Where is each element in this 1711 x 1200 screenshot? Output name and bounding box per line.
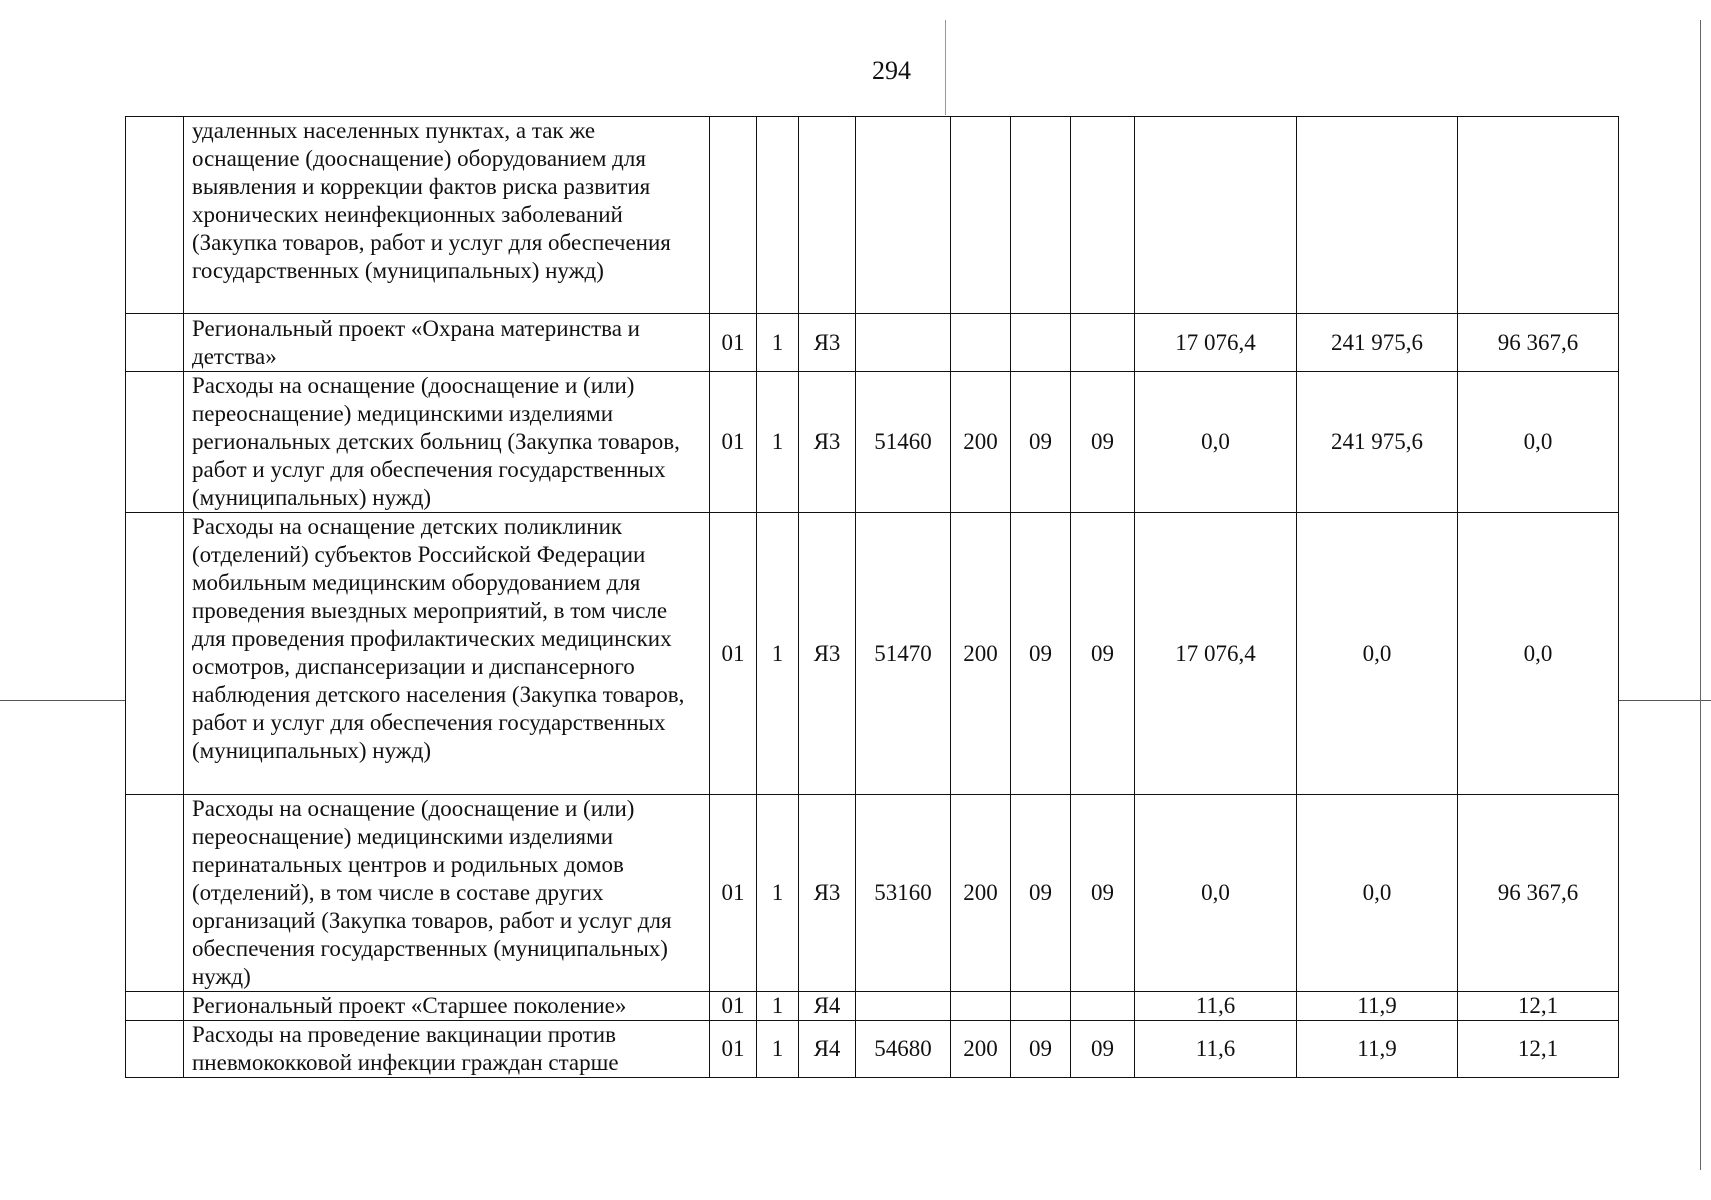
cell-c5: 200: [951, 795, 1011, 992]
cell-c4: 53160: [856, 795, 951, 992]
cell-y1: 11,6: [1135, 992, 1297, 1021]
cell-c2: 1: [757, 795, 799, 992]
cell-c2: 1: [757, 372, 799, 513]
cell-c3: Я3: [799, 513, 856, 795]
row-index-cell: [126, 117, 184, 314]
cell-c3: Я3: [799, 795, 856, 992]
cell-y2: 11,9: [1297, 1021, 1458, 1078]
cell-c4: [856, 314, 951, 372]
table-row: [126, 1021, 1619, 1078]
cell-y2: 0,0: [1297, 795, 1458, 992]
cell-c7: [1071, 992, 1135, 1021]
cell-c7: 09: [1071, 513, 1135, 795]
row-description: Расходы на проведение вакцинации против пневмококковой инфекции граждан старше: [184, 1021, 710, 1078]
cell-y1: 17 076,4: [1135, 513, 1297, 795]
row-description: Расходы на оснащение (дооснащение и (или) переоснащение) медицинскими изделиями перинатальных центров и родильных домов (отделений), в том числе в составе других организаций (Закупка товаров, работ и услуг для обеспечения государственных (муниципальных) нужд): [184, 795, 710, 992]
row-index-cell: [126, 1021, 184, 1078]
cell-c4: 51460: [856, 372, 951, 513]
cell-y1: [1135, 117, 1297, 314]
row-description: Региональный проект «Старшее поколение»: [184, 992, 710, 1021]
cell-y2: 11,9: [1297, 992, 1458, 1021]
row-description: Расходы на оснащение (дооснащение и (или) переоснащение) медицинскими изделиями региональных детских больниц (Закупка товаров, работ и услуг для обеспечения государственных (муниципальных) нужд): [184, 372, 710, 513]
cell-c3: [799, 117, 856, 314]
cell-y1: 17 076,4: [1135, 314, 1297, 372]
cell-c4: 51470: [856, 513, 951, 795]
cell-c4: [856, 992, 951, 1021]
cell-c6: 09: [1011, 513, 1071, 795]
cell-c5: [951, 117, 1011, 314]
row-index-cell: [126, 992, 184, 1021]
cell-c5: [951, 992, 1011, 1021]
cell-y2: 241 975,6: [1297, 372, 1458, 513]
cell-c1: 01: [710, 1021, 757, 1078]
row-description: Региональный проект «Охрана материнства и детства»: [184, 314, 710, 372]
row-index-cell: [126, 513, 184, 795]
cell-y2: 0,0: [1297, 513, 1458, 795]
budget-table: [125, 116, 1619, 1078]
table-row: [126, 117, 1619, 314]
cell-c3: Я4: [799, 1021, 856, 1078]
cell-y1: 0,0: [1135, 372, 1297, 513]
cell-c1: 01: [710, 372, 757, 513]
cell-c2: 1: [757, 1021, 799, 1078]
cell-c6: 09: [1011, 1021, 1071, 1078]
cell-c1: [710, 117, 757, 314]
cell-c2: 1: [757, 314, 799, 372]
cell-y3: 12,1: [1458, 992, 1619, 1021]
row-index-cell: [126, 372, 184, 513]
cell-c5: 200: [951, 1021, 1011, 1078]
table-row: [126, 992, 1619, 1021]
cell-c7: 09: [1071, 372, 1135, 513]
cell-c6: [1011, 992, 1071, 1021]
cell-c1: 01: [710, 795, 757, 992]
scan-tick-line: [945, 20, 946, 115]
cell-c2: 1: [757, 992, 799, 1021]
cell-y1: 0,0: [1135, 795, 1297, 992]
cell-c7: [1071, 117, 1135, 314]
table-row: [126, 513, 1619, 795]
cell-y3: 96 367,6: [1458, 314, 1619, 372]
cell-y3: [1458, 117, 1619, 314]
cell-y3: 96 367,6: [1458, 795, 1619, 992]
cell-c6: 09: [1011, 372, 1071, 513]
cell-c7: [1071, 314, 1135, 372]
scan-edge-line: [1700, 20, 1701, 1170]
cell-y2: [1297, 117, 1458, 314]
cell-c7: 09: [1071, 795, 1135, 992]
cell-c3: Я3: [799, 314, 856, 372]
cell-c5: 200: [951, 372, 1011, 513]
cell-c6: [1011, 314, 1071, 372]
table-row: [126, 795, 1619, 992]
cell-c1: 01: [710, 513, 757, 795]
cell-c3: Я4: [799, 992, 856, 1021]
cell-c5: 200: [951, 513, 1011, 795]
table-row: [126, 372, 1619, 513]
fold-line-left: [0, 700, 125, 701]
row-index-cell: [126, 314, 184, 372]
cell-y1: 11,6: [1135, 1021, 1297, 1078]
fold-line-right: [1618, 700, 1711, 701]
cell-y3: 0,0: [1458, 513, 1619, 795]
cell-y2: 241 975,6: [1297, 314, 1458, 372]
cell-c7: 09: [1071, 1021, 1135, 1078]
cell-y3: 0,0: [1458, 372, 1619, 513]
cell-c4: [856, 117, 951, 314]
cell-c2: 1: [757, 513, 799, 795]
cell-c3: Я3: [799, 372, 856, 513]
page-number: 294: [872, 56, 911, 85]
cell-c1: 01: [710, 992, 757, 1021]
cell-c5: [951, 314, 1011, 372]
cell-c6: 09: [1011, 795, 1071, 992]
cell-c6: [1011, 117, 1071, 314]
cell-c1: 01: [710, 314, 757, 372]
cell-c2: [757, 117, 799, 314]
row-description: удаленных населенных пунктах, а так же оснащение (дооснащение) оборудованием для выявления и коррекции фактов риска развития хронических неинфекционных заболеваний (Закупка товаров, работ и услуг для обеспечения государственных (муниципальных) нужд): [184, 117, 710, 314]
table-row: [126, 314, 1619, 372]
cell-c4: 54680: [856, 1021, 951, 1078]
cell-y3: 12,1: [1458, 1021, 1619, 1078]
row-description: Расходы на оснащение детских поликлиник (отделений) субъектов Российской Федерации мобильным медицинским оборудованием для проведения выездных мероприятий, в том числе для проведения профилактических медицинских осмотров, диспансеризации и диспансерного наблюдения детского населения (Закупка товаров, работ и услуг для обеспечения государственных (муниципальных) нужд): [184, 513, 710, 795]
row-index-cell: [126, 795, 184, 992]
